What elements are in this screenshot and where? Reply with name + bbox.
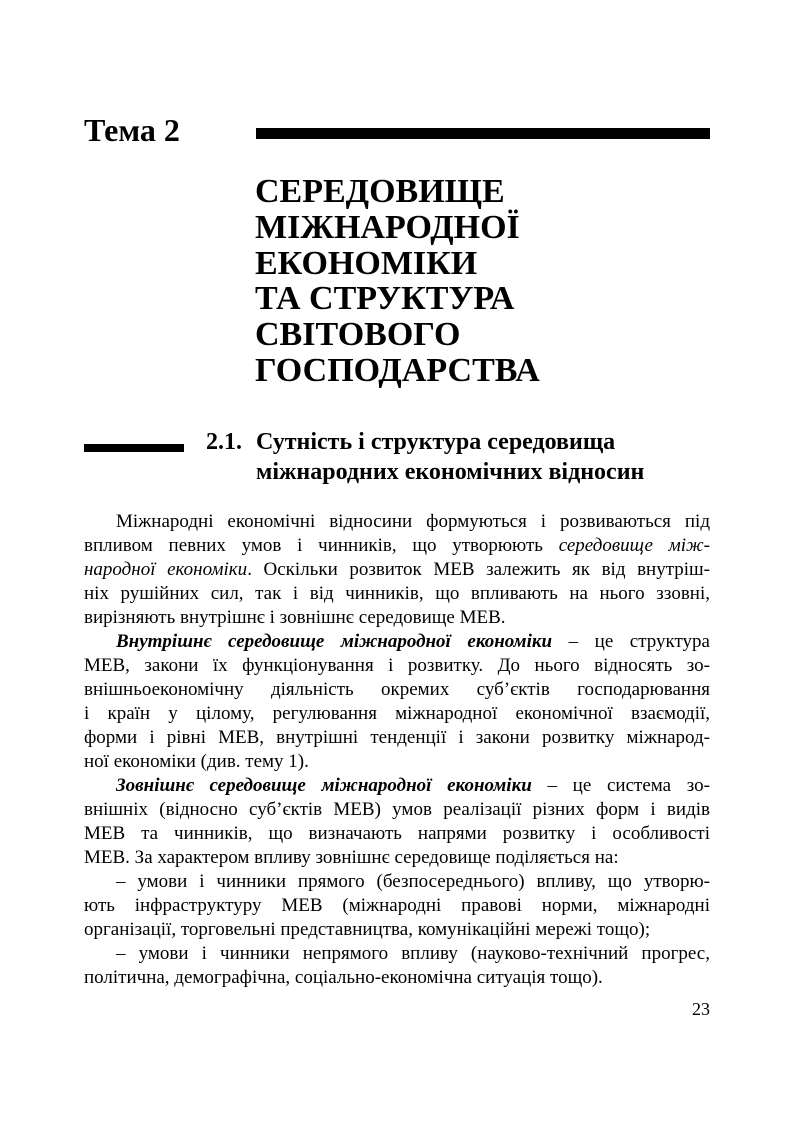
text-line: МЕВ. За характером впливу зовнішнє середовище поділяється на: [84, 847, 619, 868]
title-rule [256, 128, 710, 139]
chapter-title-line: СВІТОВОГО [255, 316, 461, 354]
bold-italic-term: Внутрішнє середовище міжнародної економіки [116, 631, 553, 652]
chapter-title-line: СЕРЕДОВИЩЕ [255, 173, 505, 210]
theme-label: Тема 2 [84, 112, 180, 148]
text-line: МЕВ, закони їх функціонування і розвитку. До нього відносять зо- [84, 655, 710, 676]
text-line: ніх рушійних сил, так і від чинників, що впливають на нього ззовні, [84, 583, 710, 604]
italic-term: середовище між- [558, 535, 711, 556]
text-line: – умови і чинники непрямого впливу (науково-технічний прогрес, [116, 943, 710, 964]
text-line: форми і рівні МЕВ, внутрішні тенденції і закони розвитку міжнарод- [84, 727, 710, 748]
text-line: Зовнішнє середовище міжнародної економіки – це система зо- [116, 775, 710, 796]
body-text [84, 510, 710, 990]
text-line: організації, торговельні представництва, комунікаційні мережі тощо); [84, 919, 651, 940]
chapter-title-line: МІЖНАРОДНОЇ [255, 208, 520, 246]
text-line: внішньоекономічну діяльність окремих суб’єктів господарювання [84, 679, 710, 700]
text-line: впливом певних умов і чинників, що утворюють середовище між- [84, 535, 711, 556]
text-line: внішніх (відносно суб’єктів МЕВ) умов реалізації різних форм і видів [84, 799, 710, 820]
page-number: 23 [692, 999, 710, 1019]
text-line: – умови і чинники прямого (безпосереднього) впливу, що утворю- [116, 871, 710, 892]
text-line: вирізняють внутрішнє і зовнішнє середовище МЕВ. [84, 607, 506, 628]
section-title-line: міжнародних економічних відносин [256, 459, 645, 485]
text-line: Внутрішнє середовище міжнародної економіки – це структура [116, 631, 710, 652]
chapter-title-line: ТА СТРУКТУРА [255, 280, 515, 318]
chapter-title-line: ЕКОНОМІКИ [255, 244, 478, 282]
text-line: політична, демографічна, соціально-економічна ситуація тощо). [84, 967, 603, 988]
text-line: і країн у цілому, регулювання міжнародної економічної взаємодії, [84, 703, 710, 724]
text-line: ють інфраструктуру МЕВ (міжнародні правові норми, міжнародні [84, 895, 710, 916]
chapter-title [255, 174, 540, 389]
text-line: народної економіки. Оскільки розвиток МЕВ залежить як від внутріш- [84, 559, 710, 580]
text-line: ної економіки (див. тему 1). [84, 751, 309, 772]
section-rule [84, 444, 184, 452]
bold-italic-term: Зовнішнє середовище міжнародної економіки [116, 775, 532, 796]
chapter-title-line: ГОСПОДАРСТВА [255, 351, 540, 389]
section-title-line: Сутність і структура середовища [256, 429, 616, 455]
text-line: МЕВ та чинників, що визначають напрями розвитку і особливості [84, 823, 710, 844]
section-number: 2.1. [206, 429, 242, 455]
italic-term: народної економіки [84, 559, 248, 580]
section-heading [206, 427, 644, 487]
text-line: Міжнародні економічні відносини формуються і розвиваються під [116, 511, 710, 532]
